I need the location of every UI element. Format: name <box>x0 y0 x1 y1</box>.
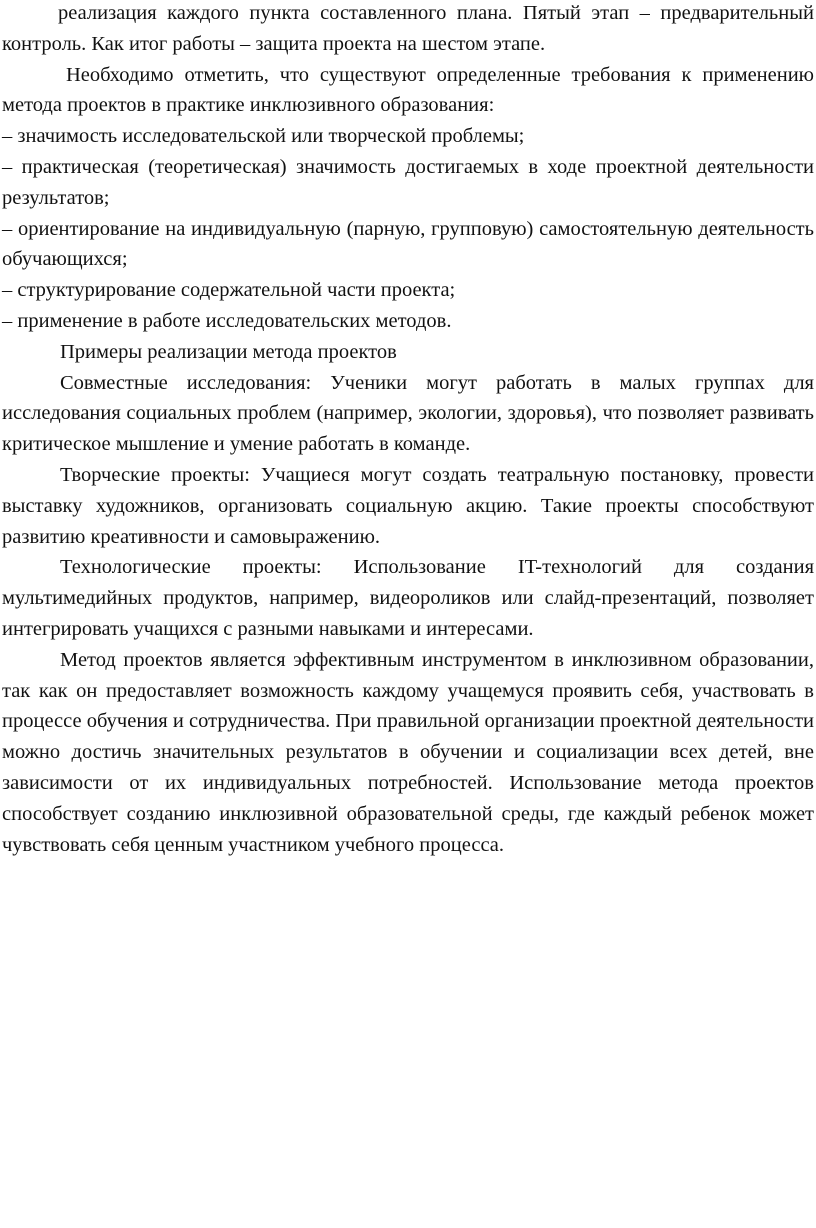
paragraph-joint-research: Совместные исследования: Ученики могут работать в малых группах для исследования социальных проблем (например, экологии, здоровья), что позволяет развивать критическое мышление и умение работать в команде. <box>2 371 814 456</box>
list-item-orientation: – ориентирование на индивидуальную (парную, групповую) самостоятельную деятельность обучающихся; <box>2 217 814 271</box>
list-item-structuring: – структурирование содержательной части проекта; <box>2 279 456 302</box>
paragraph-plan-stages: реализация каждого пункта составленного плана. Пятый этап – предварительный контроль. Как итог работы – защита проекта на шестом этапе. <box>2 2 814 55</box>
list-item-research-methods: – применение в работе исследовательских методов. <box>2 309 452 332</box>
paragraph-requirements-intro: Необходимо отметить, что существуют определенные требования к применению метода проектов в практике инклюзивного образования: <box>2 63 814 117</box>
paragraph-tech-projects: Технологические проекты: Использование IT-технологий для создания мультимедийных продуктов, например, видеороликов или слайд-презентаций, позволяет интегрировать учащихся с разными навыками и интересами. <box>2 556 814 640</box>
section-heading-examples: Примеры реализации метода проектов <box>60 340 397 363</box>
list-item-problem-significance: – значимость исследовательской или творческой проблемы; <box>2 125 525 148</box>
paragraph-conclusion: Метод проектов является эффективным инструментом в инклюзивном образовании, так как он предоставляет возможность каждому учащемуся проявить себя, участвовать в процессе обучения и сотрудничества. При правильной организации проектной деятельности можно достичь значительных результатов в обучении и социализации всех детей, вне зависимости от их индивидуальных потребностей. Использование метода проектов способствует созданию инклюзивной образовательной среды, где каждый ребенок может чувствовать себя ценным участником учебного процесса. <box>2 648 814 856</box>
document-body <box>2 0 814 860</box>
list-item-practical-significance: – практическая (теоретическая) значимость достигаемых в ходе проектной деятельности результатов; <box>2 155 814 209</box>
paragraph-creative-projects: Творческие проекты: Учащиеся могут создать театральную постановку, провести выставку художников, организовать социальную акцию. Такие проекты способствуют развитию креативности и самовыражению. <box>2 463 814 548</box>
